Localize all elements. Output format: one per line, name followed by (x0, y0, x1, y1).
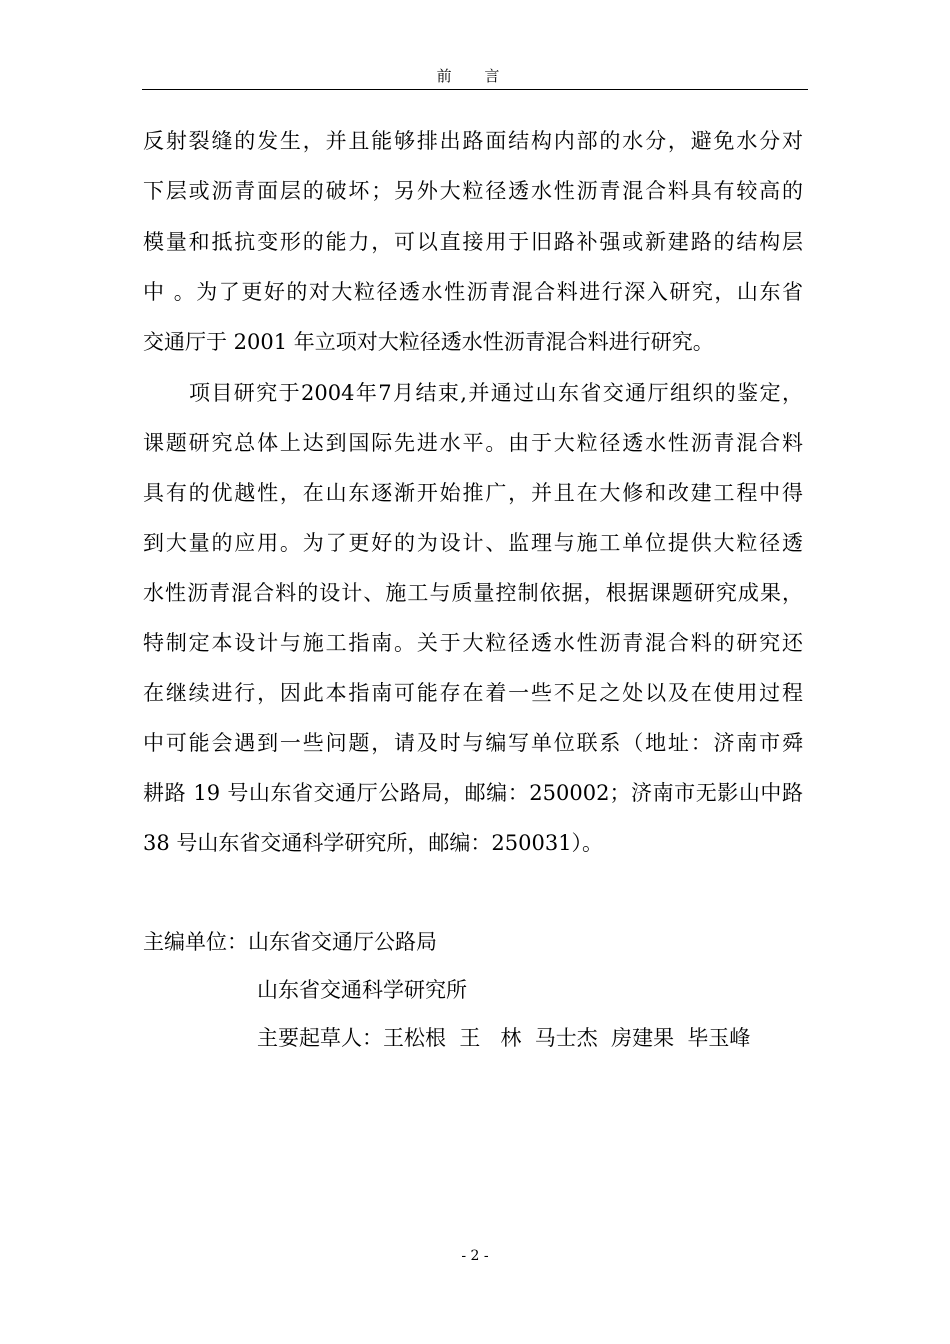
paragraph-2-line-5: 水性沥青混合料的设计、施工与质量控制依据，根据课题研究成果， (143, 581, 803, 605)
paragraph-2-line-9: 耕路 19 号山东省交通厅公路局，邮编：250002；济南市无影山中路 (143, 781, 803, 805)
paragraph-2-line-7: 在继续进行，因此本指南可能存在着一些不足之处以及在使用过程 (143, 681, 803, 705)
paragraph-1-line-1: 反射裂缝的发生，并且能够排出路面结构内部的水分，避免水分对 (143, 129, 803, 153)
paragraph-2-line-4: 到大量的应用。为了更好的为设计、监理与施工单位提供大粒径透 (143, 531, 803, 555)
paragraph-1-line-3: 模量和抵抗变形的能力，可以直接用于旧路补强或新建路的结构层 (143, 230, 803, 254)
paragraph-2-line-2: 课题研究总体上达到国际先进水平。由于大粒径透水性沥青混合料 (143, 431, 803, 455)
header-divider (142, 89, 808, 90)
paragraph-2-line-6: 特制定本设计与施工指南。关于大粒径透水性沥青混合料的研究还 (143, 631, 803, 655)
chief-editor-units: 主编单位：山东省交通厅公路局 (143, 930, 437, 954)
page-header-title: 前 言 (436, 67, 514, 85)
second-editor-unit: 山东省交通科学研究所 (257, 978, 467, 1002)
paragraph-1-line-2: 下层或沥青面层的破坏；另外大粒径透水性沥青混合料具有较高的 (143, 179, 803, 203)
paragraph-2-line-10: 38 号山东省交通科学研究所，邮编：250031）。 (143, 831, 604, 855)
main-drafters: 主要起草人：王松根 王 林 马士杰 房建果 毕玉峰 (257, 1026, 751, 1050)
paragraph-1-line-4: 中 。为了更好的对大粒径透水性沥青混合料进行深入研究，山东省 (143, 280, 803, 304)
paragraph-2-line-1: 项目研究于2004年7月结束,并通过山东省交通厅组织的鉴定， (189, 381, 803, 405)
paragraph-2-line-8: 中可能会遇到一些问题，请及时与编写单位联系（地址：济南市舜 (143, 731, 803, 755)
paragraph-1-line-5: 交通厅于 2001 年立项对大粒径透水性沥青混合料进行研究。 (143, 330, 714, 354)
paragraph-2-line-3: 具有的优越性，在山东逐渐开始推广，并且在大修和改建工程中得 (143, 481, 803, 505)
page-number: - 2 - (461, 1248, 489, 1264)
